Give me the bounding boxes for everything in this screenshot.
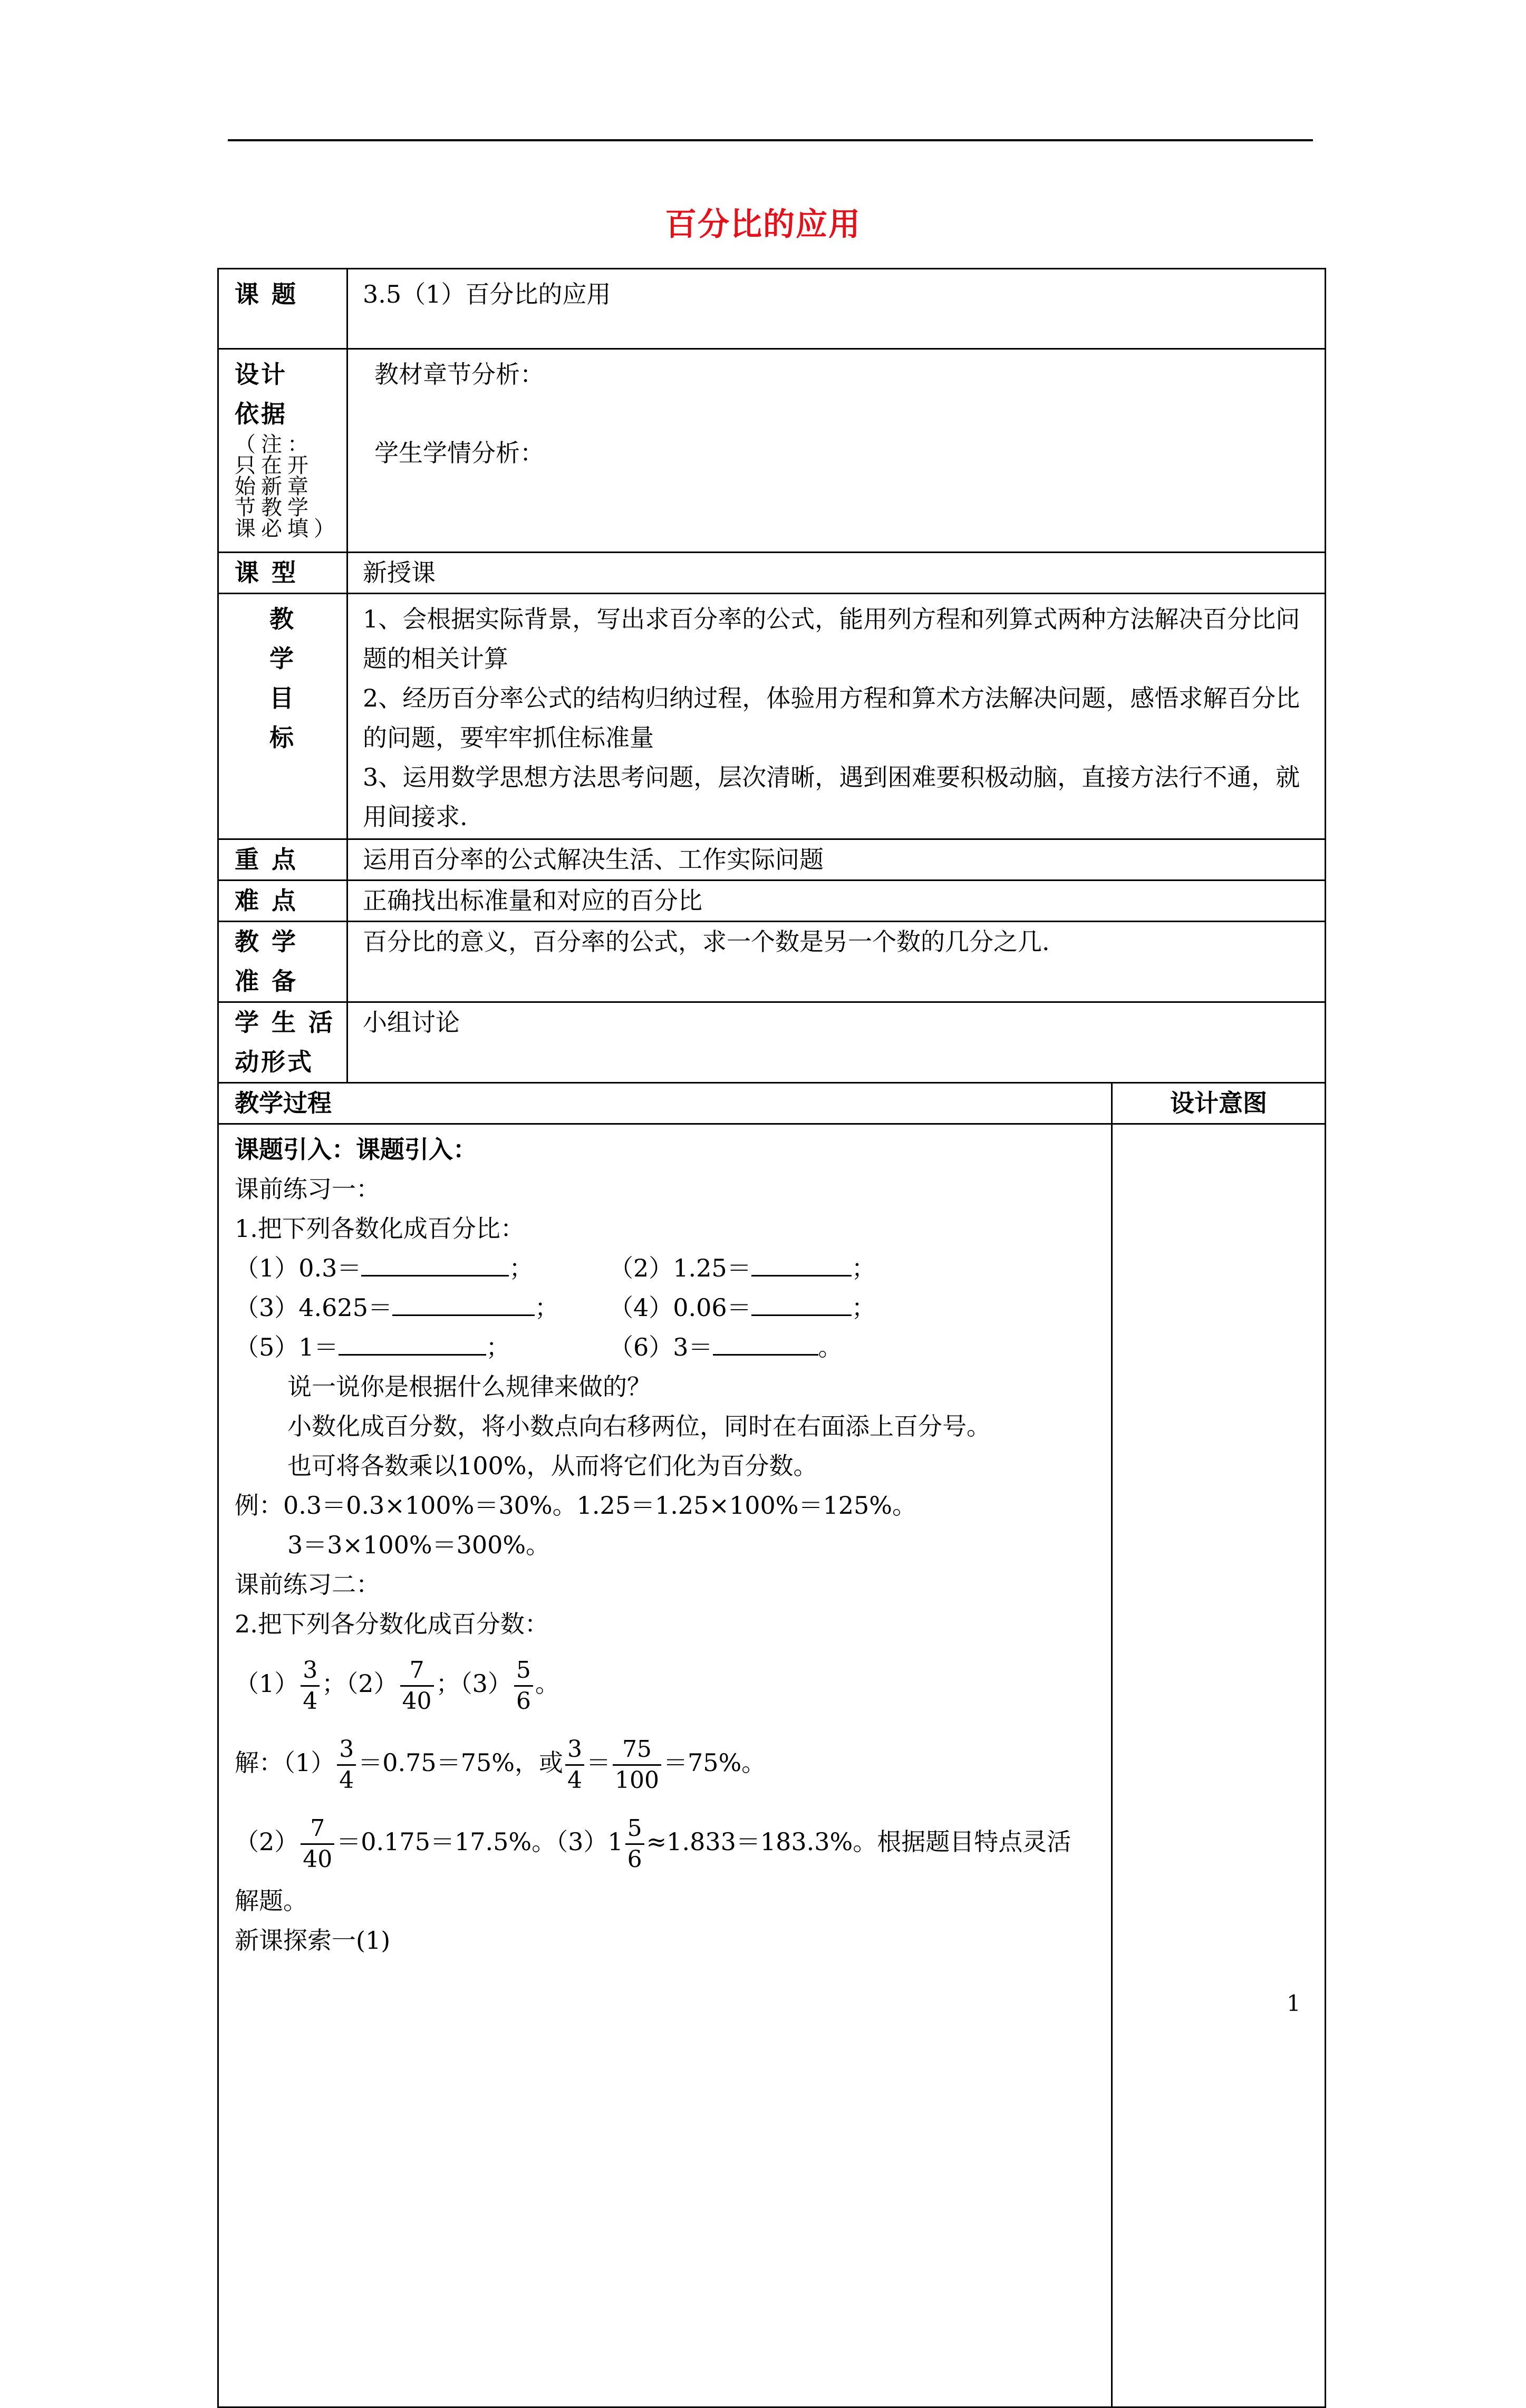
basis-label-cell [218,349,347,553]
lesson-plan-table [217,268,1326,2408]
topic-value: 3.5（1）百分比的应用 [347,269,1326,349]
answer-blank [751,1293,852,1316]
goal-item: 1、会根据实际背景，写出求百分率的公式，能用列方程和列算式两种方法解决百分比问题的相关计算 [363,605,1300,673]
fraction [613,1735,661,1794]
solution-prefix: 解：（1） [235,1748,335,1777]
activity-label-2: 动形式 [235,1048,314,1076]
key-point-value: 运用百分率的公式解决生活、工作实际问题 [347,839,1326,881]
exercise1-title: 课前练习一： [235,1175,380,1203]
fraction [301,1656,320,1715]
page-number: 1 [1287,1990,1301,2016]
solution-text: ＝ [586,1748,611,1777]
separator: ；（3） [436,1669,512,1698]
row-process-header [218,1083,1326,1124]
fraction [337,1735,356,1794]
numerator: 75 [622,1735,652,1763]
denominator: 6 [514,1685,533,1713]
denominator: 4 [565,1764,584,1792]
basis-item-textbook: 教材章节分析： [374,360,544,389]
numerator: 5 [627,1814,642,1842]
denominator: 4 [301,1685,320,1713]
answer-blank [751,1254,852,1276]
row-goals [218,594,1326,839]
goal-item: 3、运用数学思想方法思考问题，层次清晰，遇到困难要积极动脑，直接方法行不通，就用间接求. [363,763,1300,831]
type-value: 新授课 [347,553,1326,594]
item-number: （1） [235,1669,299,1698]
fraction-question-line [235,1644,1111,1723]
row-difficulty [218,881,1326,922]
answer-blank [339,1333,486,1356]
basis-label-2: 依据 [235,400,287,428]
numerator: 7 [310,1814,325,1842]
basis-note: （注：只在开始新章节教学课必填） [235,432,340,541]
exercise-item: （1）0.3＝ [235,1254,362,1282]
prep-label [218,922,347,1002]
solution-text: ＝0.175＝17.5%。（3）1 [336,1827,623,1856]
numerator: 3 [339,1735,354,1763]
solution-text: ＝75%。 [663,1748,766,1777]
prep-label-2: 准 备 [235,967,298,995]
denominator: 100 [613,1764,661,1792]
exercise-item: （2）1.25＝ [609,1254,751,1282]
basis-label-1: 设计 [235,360,287,389]
goal-item: 2、经历百分率公式的结构归纳过程，体验用方程和算术方法解决问题，感悟求解百分比的问题，要牢牢抓住标准量 [363,684,1300,752]
exercise2-title: 课前练习二： [235,1570,380,1599]
goals-label-char: 学 [269,644,296,673]
prep-label-1: 教 学 [235,927,298,956]
fraction [625,1814,644,1873]
punct: ； [534,1293,559,1322]
intro-heading: 课题引入：课题引入： [235,1135,477,1164]
exercise1-question: 1.把下列各数化成百分比： [235,1214,525,1243]
row-topic [218,269,1326,349]
topic-label: 课 题 [218,269,347,349]
prep-value: 百分比的意义，百分率的公式，求一个数是另一个数的几分之几. [347,922,1326,1002]
denominator: 6 [625,1843,644,1871]
punct: ； [486,1333,510,1361]
row-basis [218,349,1326,553]
separator: ；（2） [322,1669,398,1698]
numerator: 3 [567,1735,582,1763]
exercise-item: （5）1＝ [235,1333,339,1361]
fraction [400,1656,434,1715]
row-activity [218,1002,1326,1083]
exercise2-question: 2.把下列各分数化成百分数： [235,1610,549,1638]
solution-line [235,1802,1111,1881]
goals-label [218,594,347,839]
separator: 。 [535,1669,559,1698]
process-content [218,1124,1112,2407]
type-label: 课 型 [218,553,347,594]
goals-label-char: 目 [269,684,296,712]
punct: ； [851,1293,876,1322]
solution-prefix: （2） [235,1827,299,1856]
document-title: 百分比的应用 [665,206,861,243]
denominator: 40 [400,1685,434,1713]
row-prep [218,922,1326,1002]
intent-header: 设计意图 [1112,1083,1326,1124]
discussion-prompt: 说一说你是根据什么规律来做的？ [287,1372,651,1401]
solution-text: ≈1.833＝183.3%。根据题目特点灵活 [646,1827,1071,1856]
basis-item-student: 学生学情分析： [374,439,544,467]
punct: ； [509,1254,534,1282]
explore-heading: 新课探索一(1) [235,1926,391,1955]
goals-label-char: 标 [269,723,296,752]
rule-line: 也可将各数乘以100%，从而将它们化为百分数。 [287,1452,818,1480]
header-rule [228,139,1313,141]
answer-blank [392,1293,535,1316]
goals-content [347,594,1326,839]
punct: ； [851,1254,876,1282]
exercise-line [235,1249,1111,1288]
answer-blank [713,1333,818,1356]
row-key-point [218,839,1326,881]
answer-blank [361,1254,509,1276]
fraction [565,1735,584,1794]
solution-line [235,1723,1111,1802]
difficulty-label: 难 点 [218,881,347,922]
activity-value: 小组讨论 [347,1002,1326,1083]
punct: 。 [818,1333,843,1361]
example-line: 例：0.3＝0.3×100%＝30%。1.25＝1.25×100%＝125%。 [235,1491,917,1520]
fraction [514,1656,533,1715]
example-line: 3＝3×100%＝300%。 [287,1531,550,1559]
numerator: 5 [516,1656,531,1684]
denominator: 40 [301,1843,334,1871]
numerator: 3 [303,1656,318,1684]
key-point-label: 重 点 [218,839,347,881]
fraction [301,1814,334,1873]
difficulty-value: 正确找出标准量和对应的百分比 [347,881,1326,922]
denominator: 4 [337,1764,356,1792]
exercise-item: （3）4.625＝ [235,1293,392,1322]
process-header: 教学过程 [218,1083,1112,1124]
basis-content [347,349,1326,553]
solution-text: ＝0.75＝75%，或 [358,1748,563,1777]
exercise-item: （6）3＝ [609,1333,713,1361]
row-type [218,553,1326,594]
solution-line: 解题。 [235,1887,307,1915]
intent-column [1112,1124,1326,2407]
activity-label-1: 学 生 活 [235,1008,335,1037]
activity-label [218,1002,347,1083]
exercise-line [235,1328,1111,1367]
row-process-body [218,1124,1326,2407]
numerator: 7 [409,1656,424,1684]
goals-label-char: 教 [269,605,296,633]
exercise-line [235,1288,1111,1328]
exercise-item: （4）0.06＝ [609,1293,751,1322]
rule-line: 小数化成百分数，将小数点向右移两位，同时在右面添上百分号。 [287,1412,991,1440]
